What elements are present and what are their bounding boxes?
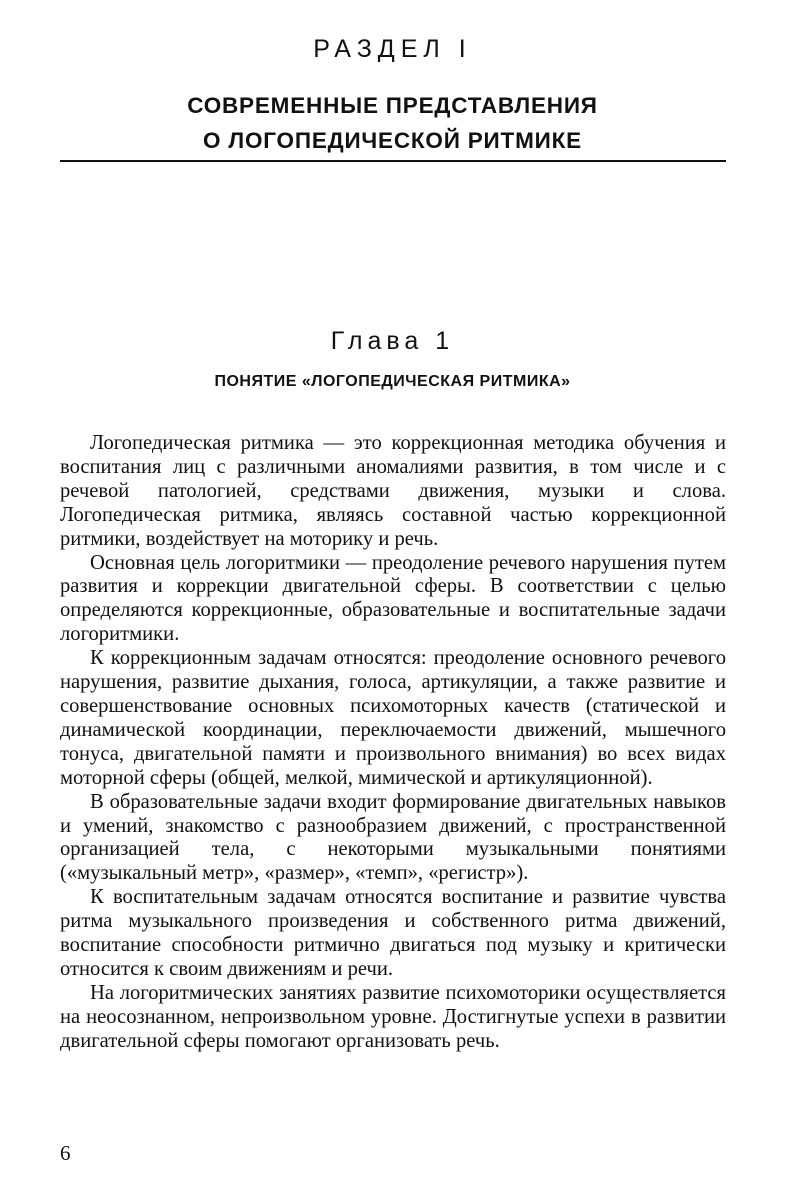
paragraph: На логоритмических занятиях развитие психомоторики осуществляется на неосознанном, непроизвольном уровне. Достигнутые успехи в развитии двигательной сферы помогают организовать речь. <box>60 981 726 1052</box>
section-label: РАЗДЕЛ I <box>313 35 472 63</box>
paragraph: К коррекционным задачам относятся: преодоление основного речевого нарушения, развитие дыхания, голоса, артикуляции, а также развитие и совершенствование основных психомоторных качеств (статической и динамической координации, переключаемости движений, мышечного тонуса, двигательной памяти и произвольного внимания) во всех видах моторной сферы (общей, мелкой, мимической и артикуляционной). <box>60 647 726 789</box>
page-number: 6 <box>60 1141 71 1165</box>
chapter-title: ПОНЯТИЕ «ЛОГОПЕДИЧЕСКАЯ РИТМИКА» <box>214 373 571 390</box>
section-title-line-2: О ЛОГОПЕДИЧЕСКОЙ РИТМИКЕ <box>203 128 582 153</box>
section-title-line-1: СОВРЕМЕННЫЕ ПРЕДСТАВЛЕНИЯ <box>187 93 598 118</box>
paragraph: Логопедическая ритмика — это коррекционная методика обучения и воспитания лиц с различными аномалиями развития, в том числе и с речевой патологией, средствами движения, музыки и слова. Логопедическая ритмика, являясь составной частью коррекционной ритмики, воздействует на моторику и речь. <box>60 432 726 550</box>
paragraph: Основная цель логоритмики — преодоление речевого нарушения путем развития и коррекции двигательной сферы. В соответствии с целью определяются коррекционные, образовательные и воспитательные задачи логоритмики. <box>60 551 726 646</box>
chapter-label: Глава 1 <box>330 327 455 355</box>
paragraph: К воспитательным задачам относятся воспитание и развитие чувства ритма музыкального произведения и собственного ритма движений, воспитание способности ритмично двигаться под музыку и критически относится к своим движениям и речи. <box>60 886 726 980</box>
paragraph: В образовательные задачи входит формирование двигательных навыков и умений, знакомство с разнообразием движений, с пространственной организацией тела, с некоторыми музыкальными понятиями («музыкальный метр», «размер», «темп», «регистр»). <box>60 790 726 885</box>
body-text <box>60 432 726 1054</box>
section-divider <box>60 160 726 162</box>
section-title <box>60 88 725 158</box>
